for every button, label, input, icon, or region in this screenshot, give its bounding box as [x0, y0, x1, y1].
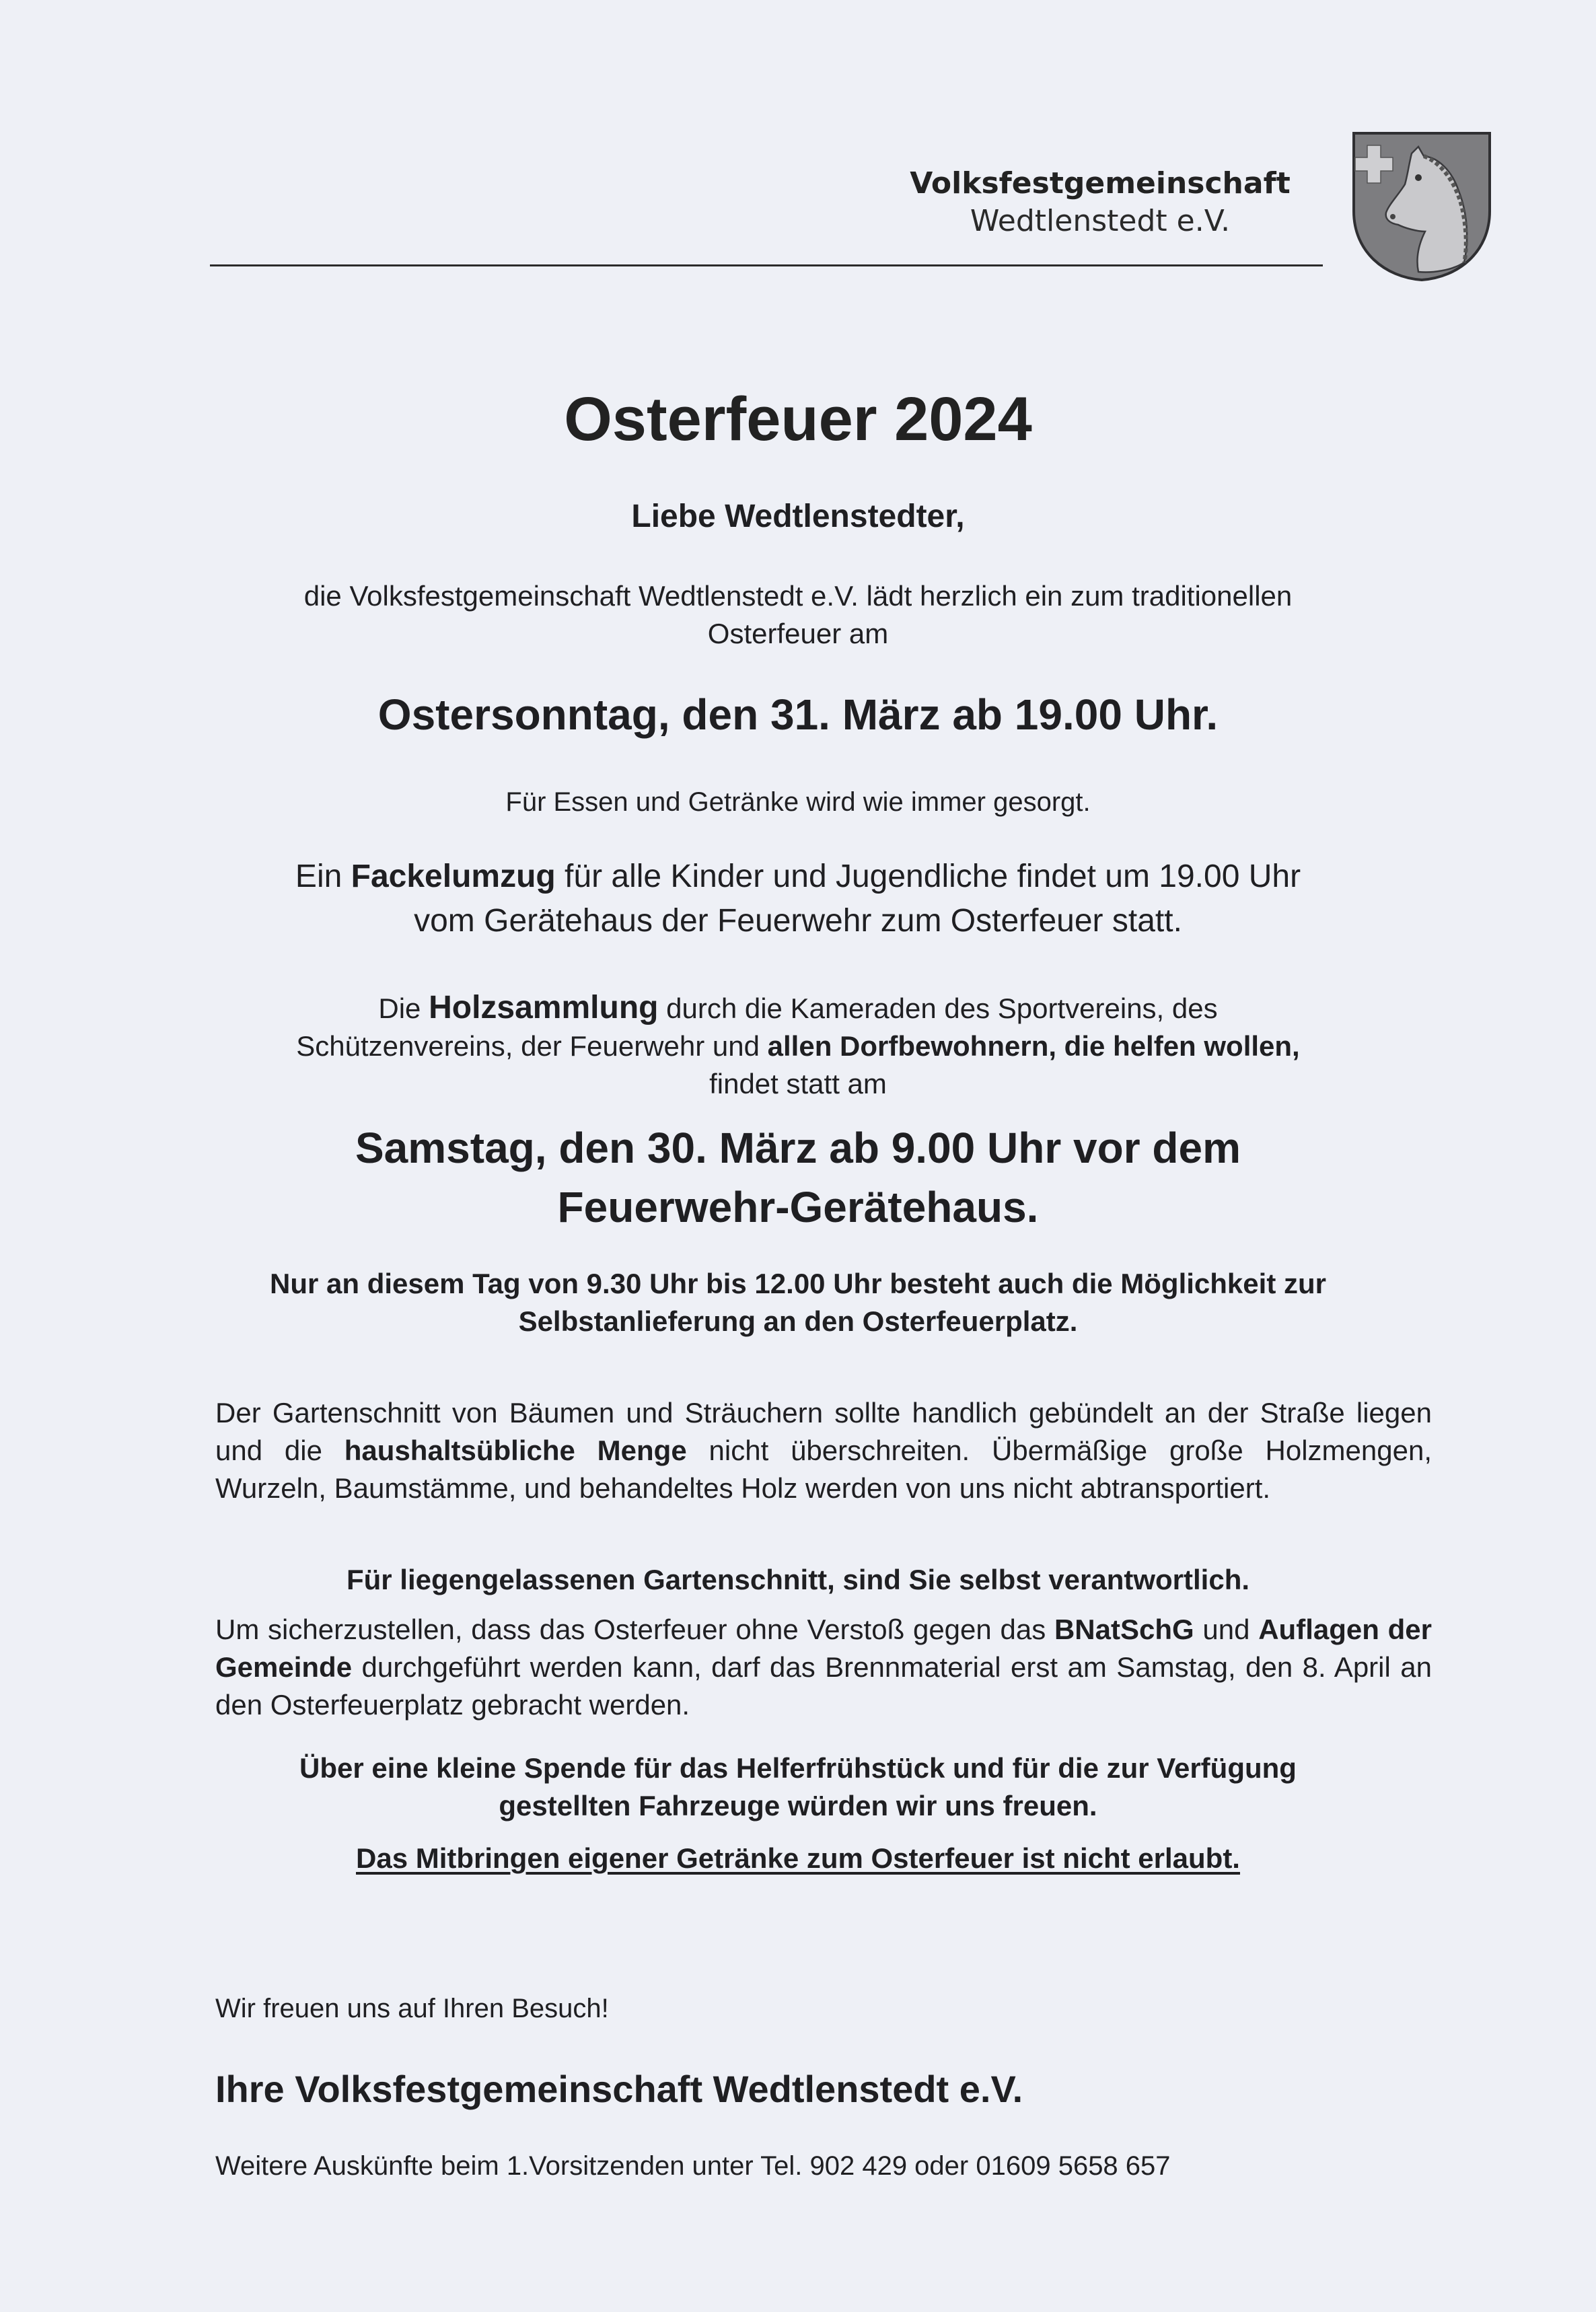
villagers-highlight: allen Dorfbewohnern, die helfen wollen, — [767, 1030, 1300, 1062]
intro-line-1: die Volksfestgemeinschaft Wedtlenstedt e.V. lädt herzlich ein zum traditionellen — [303, 580, 1293, 612]
contact-info: Weitere Auskünfte beim 1.Vorsitzenden unter Tel. 902 429 oder 01609 5658 657 — [215, 2151, 1171, 2181]
signature: Ihre Volksfestgemeinschaft Wedtlenstedt e.V. — [215, 2068, 1023, 2110]
wood-date-line-1: Samstag, den 30. März ab 9.00 Uhr vor dem — [355, 1124, 1241, 1172]
intro-line-2: Osterfeuer am — [707, 618, 889, 649]
self-delivery-line-2: Selbstanlieferung an den Osterfeuerplatz. — [518, 1305, 1078, 1337]
wood-collection-highlight: Holzsammlung — [429, 990, 659, 1025]
torch-parade-line-2: vom Gerätehaus der Feuerwehr zum Osterfeuer statt. — [414, 903, 1182, 939]
regulation-paragraph: Um sicherzustellen, dass das Osterfeuer ohne Verstoß gegen das BNatSchG und Auflagen der Gemeinde durchgeführt werden kann, darf das Brennmaterial erst am Samstag, den 8. April an den Osterfeuerplatz gebracht werden. — [215, 1614, 1432, 1721]
self-delivery-notice — [0, 1265, 1596, 1340]
greeting: Liebe Wedtlenstedter, — [631, 499, 965, 534]
wood-collection-line-1: Die Holzsammlung durch die Kameraden des Sportvereins, des — [378, 990, 1218, 1025]
donation-line-2: gestellten Fahrzeuge würden wir uns freuen. — [499, 1790, 1097, 1821]
organization-name: Volksfestgemeinschaft — [910, 166, 1291, 201]
responsibility-notice: Für liegengelassenen Gartenschnitt, sind Sie selbst verantwortlich. — [346, 1564, 1250, 1595]
wood-collection-paragraph — [0, 989, 1596, 1103]
wood-collection-line-3: findet statt am — [709, 1068, 887, 1099]
page-title: Osterfeuer 2024 — [564, 385, 1032, 454]
donation-notice — [0, 1749, 1596, 1825]
wood-date-line-2: Feuerwehr-Gerätehaus. — [557, 1183, 1039, 1231]
bnatschg-highlight: BNatSchG — [1054, 1614, 1194, 1645]
municipality-highlight: Auflagen der Gemeinde — [215, 1614, 1432, 1683]
organization-header — [881, 165, 1319, 240]
wood-collection-line-2: Schützenvereins, der Feuerwehr und allen Dorfbewohnern, die helfen wollen, — [296, 1030, 1300, 1062]
header-divider — [210, 264, 1323, 266]
intro-paragraph — [0, 577, 1596, 653]
coat-of-arms-icon — [1351, 131, 1492, 283]
organization-location: Wedtlenstedt e.V. — [970, 204, 1231, 238]
event-date: Ostersonntag, den 31. März ab 19.00 Uhr. — [377, 690, 1219, 739]
drinks-notice: Das Mitbringen eigener Getränke zum Osterfeuer ist nicht erlaubt. — [356, 1842, 1240, 1874]
torch-parade-highlight: Fackelumzug — [351, 859, 556, 894]
garden-waste-paragraph: Der Gartenschnitt von Bäumen und Sträuchern sollte handlich gebündelt an der Straße liegen und die haushaltsübliche Menge nicht überschreiten. Übermäßige große Holzmengen, Wurzeln, Baumstämme, und behandeltes Holz werden von uns nicht abtransportiert. — [215, 1397, 1432, 1504]
self-delivery-line-1: Nur an diesem Tag von 9.30 Uhr bis 12.00 Uhr besteht auch die Möglichkeit zur — [270, 1268, 1326, 1299]
torch-parade-paragraph — [0, 855, 1596, 943]
food-note: Für Essen und Getränke wird wie immer gesorgt. — [505, 787, 1091, 817]
closing-line: Wir freuen uns auf Ihren Besuch! — [215, 1994, 609, 2023]
household-amount-highlight: haushaltsübliche Menge — [344, 1435, 687, 1466]
donation-line-1: Über eine kleine Spende für das Helferfrühstück und für die zur Verfügung — [299, 1752, 1297, 1784]
torch-parade-line-1: Ein Fackelumzug für alle Kinder und Jugendliche findet um 19.00 Uhr — [295, 859, 1301, 894]
wood-collection-date — [0, 1118, 1596, 1237]
